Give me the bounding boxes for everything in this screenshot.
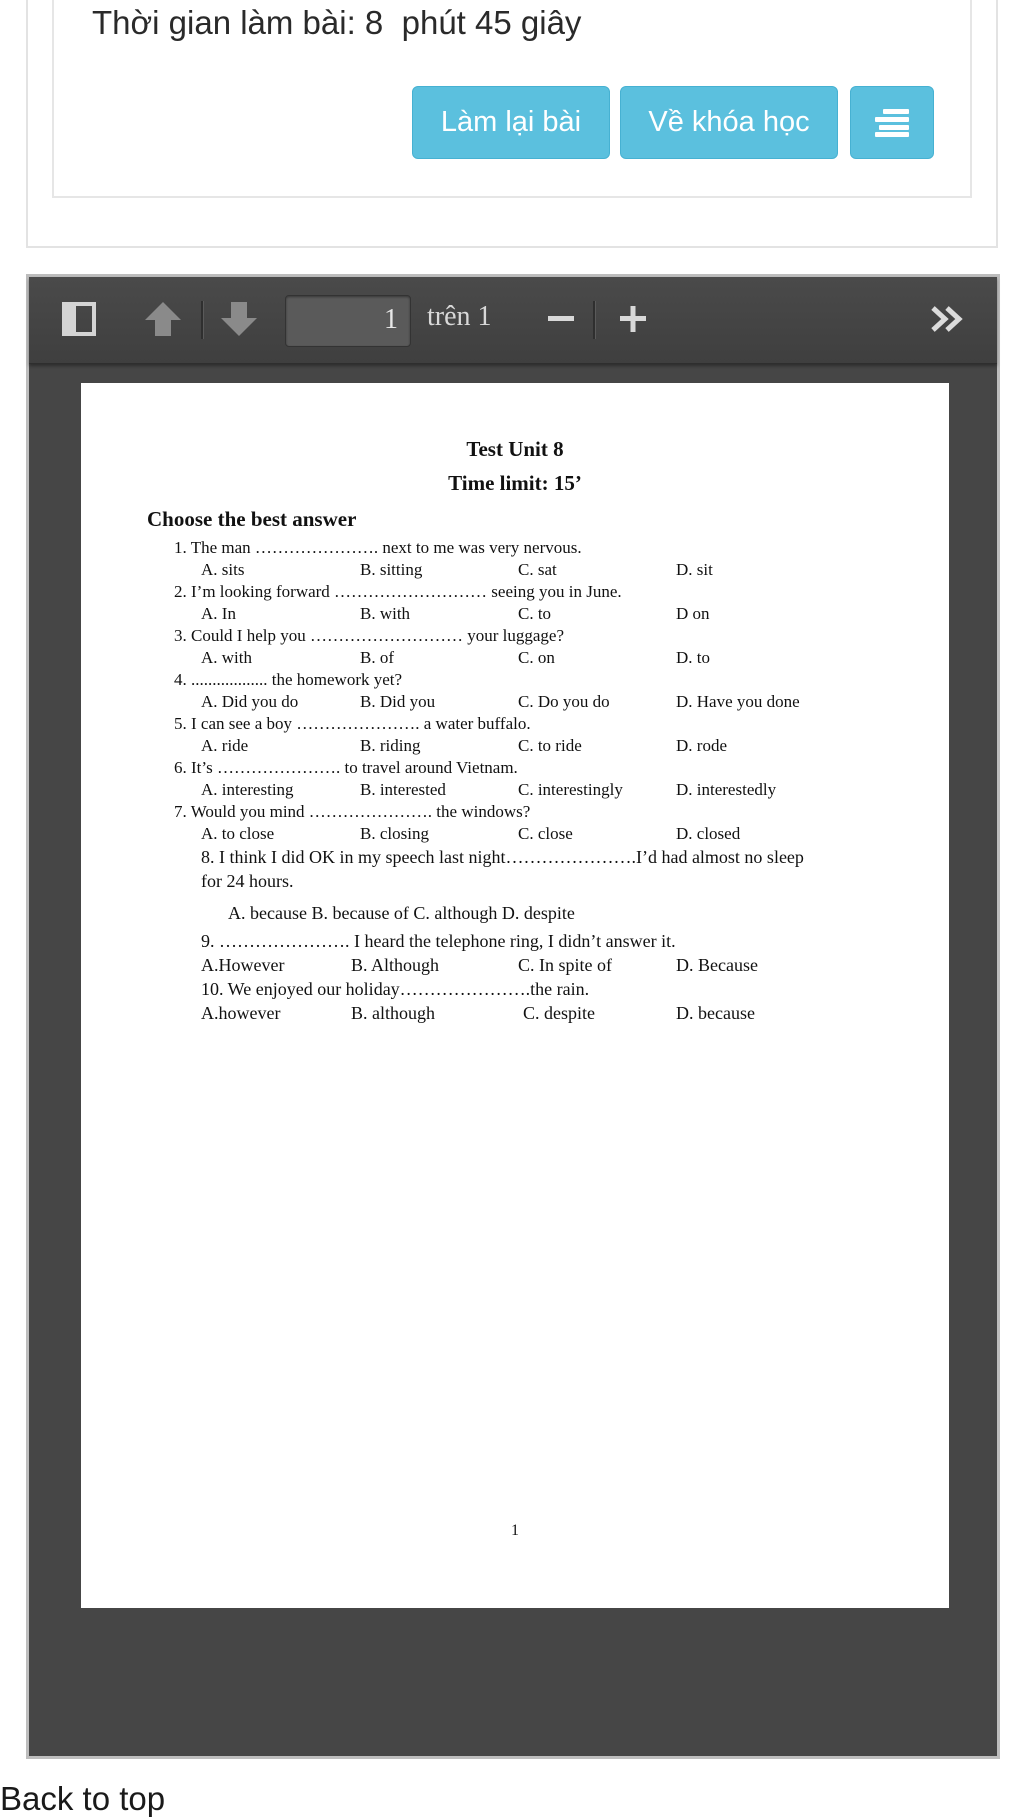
answer-option: A. with xyxy=(201,648,252,667)
answer-option: A. sits xyxy=(201,560,245,579)
answer-option: C. to ride xyxy=(518,736,582,755)
answer-option: D. Have you done xyxy=(676,692,800,711)
answer-option: D. Because xyxy=(676,955,758,975)
zoom-out-icon[interactable] xyxy=(539,297,583,341)
answer-option: D. interestedly xyxy=(676,780,777,799)
question-stem: 6. It’s …………………. to travel around Vietnam. xyxy=(174,758,518,777)
answer-option: A. interesting xyxy=(201,780,294,799)
answer-option: B. interested xyxy=(360,780,446,799)
document-title: Test Unit 8 xyxy=(466,437,564,461)
retry-button[interactable]: Làm lại bài xyxy=(412,86,610,159)
question-stem-continued: for 24 hours. xyxy=(201,871,294,891)
question-stem: 4. .................. the homework yet? xyxy=(174,670,403,689)
answer-options-line: A. because B. because of C. although D. despite xyxy=(228,903,575,923)
answer-option: D. to xyxy=(676,648,710,667)
answer-option: A. ride xyxy=(201,736,249,755)
answer-option: A. In xyxy=(201,604,236,623)
answer-option: D. rode xyxy=(676,736,727,755)
back-to-course-button[interactable]: Về khóa học xyxy=(620,86,838,159)
answer-option: C. interestingly xyxy=(518,780,623,799)
answer-option: D. because xyxy=(676,1003,755,1023)
toolbar-separator xyxy=(201,301,203,339)
answer-option: C. despite xyxy=(523,1003,595,1023)
document-time-limit: Time limit: 15’ xyxy=(448,471,582,495)
answer-option: B. riding xyxy=(360,736,421,755)
question-stem: 3. Could I help you ……………………… your luggage? xyxy=(174,626,565,645)
question-stem: 10. We enjoyed our holiday………………….the rain. xyxy=(201,979,590,999)
more-tools-icon[interactable] xyxy=(927,297,971,341)
pdf-toolbar xyxy=(29,277,997,364)
answer-option: C. Do you do xyxy=(518,692,610,711)
question-stem: 9. …………………. I heard the telephone ring, I didn’t answer it. xyxy=(201,931,676,951)
pdf-viewer xyxy=(26,274,1000,1759)
section-heading: Choose the best answer xyxy=(147,507,357,531)
answer-option: C. In spite of xyxy=(518,955,612,975)
answer-option: A. Did you do xyxy=(201,692,299,711)
answer-option: D. closed xyxy=(676,824,741,843)
answer-option: B. with xyxy=(360,604,411,623)
answer-option: A.However xyxy=(201,955,285,975)
back-to-top-link[interactable]: Back to top xyxy=(0,1780,166,1817)
question-stem: 5. I can see a boy …………………. a water buffalo. xyxy=(174,714,531,733)
list-icon xyxy=(875,109,909,137)
answer-option: C. sat xyxy=(518,560,557,579)
zoom-in-icon[interactable] xyxy=(611,297,655,341)
answer-option: B. although xyxy=(351,1003,435,1023)
answer-option: A.however xyxy=(201,1003,281,1023)
answer-option: B. Did you xyxy=(360,692,436,711)
question-stem: 1. The man …………………. next to me was very nervous. xyxy=(174,538,582,557)
page-number: 1 xyxy=(511,1522,519,1539)
answer-option: C. to xyxy=(518,604,552,623)
pdf-page xyxy=(81,383,949,1608)
answer-option: A. to close xyxy=(201,824,275,843)
answer-option: B. sitting xyxy=(360,560,423,579)
answer-option: B. Although xyxy=(351,955,440,975)
arrow-up-icon[interactable] xyxy=(141,297,185,341)
page-number-input[interactable]: 1 xyxy=(285,295,411,347)
question-stem: 7. Would you mind …………………. the windows? xyxy=(174,802,531,821)
answer-option: B. closing xyxy=(360,824,429,843)
arrow-down-icon[interactable] xyxy=(217,297,261,341)
elapsed-time-text: Thời gian làm bài: 8 phút 45 giây xyxy=(92,4,582,41)
answer-option: C. close xyxy=(518,824,573,843)
toolbar-separator xyxy=(593,301,595,339)
menu-button[interactable] xyxy=(850,86,934,159)
answer-option: C. on xyxy=(518,648,555,667)
sidebar-icon[interactable] xyxy=(57,297,101,341)
question-stem: 8. I think I did OK in my speech last night………………….I’d had almost no sleep xyxy=(201,847,804,867)
page-count-label: trên 1 xyxy=(427,301,492,332)
question-stem: 2. I’m looking forward ……………………… seeing you in June. xyxy=(174,582,622,601)
answer-option: B. of xyxy=(360,648,394,667)
answer-option: D on xyxy=(676,604,710,623)
answer-option: D. sit xyxy=(676,560,713,579)
